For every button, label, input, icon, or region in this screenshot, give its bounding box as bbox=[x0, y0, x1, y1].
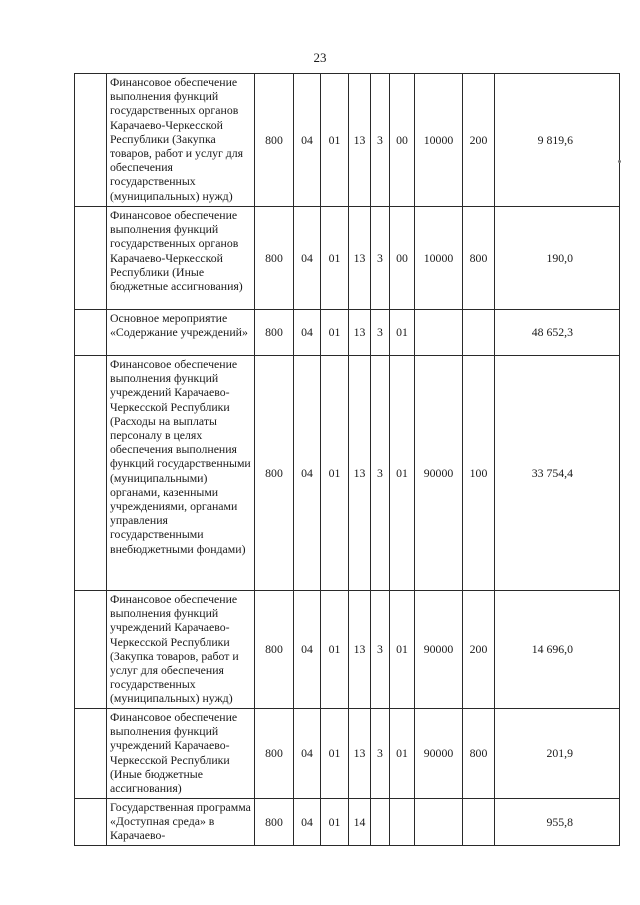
item-name: Основное мероприятие «Содержание учреждений» bbox=[107, 310, 255, 356]
code-section: 04 bbox=[294, 310, 321, 356]
table-row bbox=[75, 74, 620, 207]
code-activity: 00 bbox=[390, 74, 415, 207]
code-section: 04 bbox=[294, 709, 321, 799]
code-expense-type: 200 bbox=[463, 74, 495, 207]
code-expense-type: 800 bbox=[463, 207, 495, 310]
amount-cell: 33 754,4 bbox=[495, 356, 620, 591]
code-direction: 90000 bbox=[415, 709, 463, 799]
page-number: 23 bbox=[313, 50, 327, 65]
scan-speck bbox=[618, 160, 621, 163]
code-section: 04 bbox=[294, 207, 321, 310]
code-ministry: 800 bbox=[255, 591, 294, 709]
code-program: 13 bbox=[349, 74, 371, 207]
code-subprogram: 3 bbox=[371, 310, 390, 356]
table-row bbox=[75, 356, 620, 591]
code-program: 13 bbox=[349, 207, 371, 310]
code-subsection: 01 bbox=[321, 74, 349, 207]
code-program: 13 bbox=[349, 356, 371, 591]
table-row bbox=[75, 709, 620, 799]
item-name: Финансовое обеспечение выполнения функций государственных органов Карачаево-Черкесской Республики (Иные бюджетные ассигнования) bbox=[107, 207, 255, 310]
table-row bbox=[75, 799, 620, 846]
table-row bbox=[75, 207, 620, 310]
code-section: 04 bbox=[294, 591, 321, 709]
amount-cell: 201,9 bbox=[495, 709, 620, 799]
blank-cell bbox=[75, 356, 107, 591]
code-program: 13 bbox=[349, 709, 371, 799]
item-name: Финансовое обеспечение выполнения функций учреждений Карачаево-Черкесской Республики (Иные бюджетные ассигнования) bbox=[107, 709, 255, 799]
code-activity: 01 bbox=[390, 709, 415, 799]
code-subsection: 01 bbox=[321, 207, 349, 310]
code-program: 13 bbox=[349, 591, 371, 709]
code-subprogram: 3 bbox=[371, 709, 390, 799]
code-direction: 90000 bbox=[415, 591, 463, 709]
code-subsection: 01 bbox=[321, 591, 349, 709]
code-expense-type bbox=[463, 799, 495, 846]
code-expense-type: 200 bbox=[463, 591, 495, 709]
code-subprogram: 3 bbox=[371, 356, 390, 591]
code-expense-type: 800 bbox=[463, 709, 495, 799]
item-name: Финансовое обеспечение выполнения функций учреждений Карачаево-Черкесской Республики (Расходы на выплаты персоналу в целях обеспечения выполнения функций государственными (муниципальными) органами, казенными учреждениями, органами управления государственными внебюджетными фондами) bbox=[107, 356, 255, 591]
code-subsection: 01 bbox=[321, 709, 349, 799]
blank-cell bbox=[75, 74, 107, 207]
code-activity: 01 bbox=[390, 591, 415, 709]
code-activity bbox=[390, 799, 415, 846]
code-section: 04 bbox=[294, 356, 321, 591]
code-ministry: 800 bbox=[255, 74, 294, 207]
blank-cell bbox=[75, 207, 107, 310]
blank-cell bbox=[75, 709, 107, 799]
code-program: 13 bbox=[349, 310, 371, 356]
code-subsection: 01 bbox=[321, 356, 349, 591]
item-name: Финансовое обеспечение выполнения функций учреждений Карачаево-Черкесской Республики (Закупка товаров, работ и услуг для обеспечения государственных (муниципальных) нужд) bbox=[107, 591, 255, 709]
code-activity: 01 bbox=[390, 310, 415, 356]
code-subprogram: 3 bbox=[371, 207, 390, 310]
code-direction: 10000 bbox=[415, 207, 463, 310]
budget-table bbox=[74, 73, 620, 846]
code-expense-type bbox=[463, 310, 495, 356]
table-row bbox=[75, 310, 620, 356]
code-subprogram: 3 bbox=[371, 591, 390, 709]
code-expense-type: 100 bbox=[463, 356, 495, 591]
code-ministry: 800 bbox=[255, 356, 294, 591]
amount-cell: 955,8 bbox=[495, 799, 620, 846]
code-subsection: 01 bbox=[321, 799, 349, 846]
code-section: 04 bbox=[294, 799, 321, 846]
code-program: 14 bbox=[349, 799, 371, 846]
amount-cell: 14 696,0 bbox=[495, 591, 620, 709]
code-direction: 90000 bbox=[415, 356, 463, 591]
table-row bbox=[75, 591, 620, 709]
blank-cell bbox=[75, 310, 107, 356]
code-subprogram bbox=[371, 799, 390, 846]
code-direction: 10000 bbox=[415, 74, 463, 207]
code-subprogram: 3 bbox=[371, 74, 390, 207]
code-ministry: 800 bbox=[255, 310, 294, 356]
amount-cell: 9 819,6 bbox=[495, 74, 620, 207]
amount-cell: 190,0 bbox=[495, 207, 620, 310]
code-subsection: 01 bbox=[321, 310, 349, 356]
code-ministry: 800 bbox=[255, 799, 294, 846]
blank-cell bbox=[75, 591, 107, 709]
code-direction bbox=[415, 799, 463, 846]
code-activity: 00 bbox=[390, 207, 415, 310]
code-section: 04 bbox=[294, 74, 321, 207]
item-name: Финансовое обеспечение выполнения функций государственных органов Карачаево-Черкесской Республики (Закупка товаров, работ и услуг для обеспечения государственных (муниципальных) нужд) bbox=[107, 74, 255, 207]
code-ministry: 800 bbox=[255, 709, 294, 799]
code-activity: 01 bbox=[390, 356, 415, 591]
code-direction bbox=[415, 310, 463, 356]
amount-cell: 48 652,3 bbox=[495, 310, 620, 356]
blank-cell bbox=[75, 799, 107, 846]
code-ministry: 800 bbox=[255, 207, 294, 310]
item-name: Государственная программа «Доступная среда» в Карачаево- bbox=[107, 799, 255, 846]
